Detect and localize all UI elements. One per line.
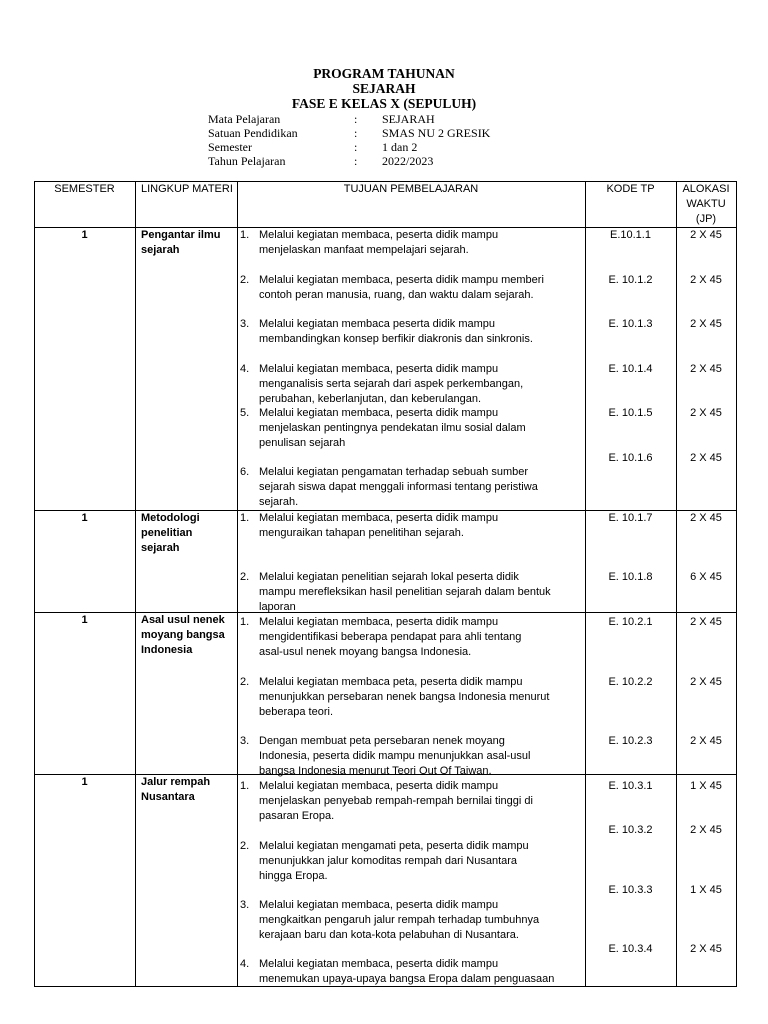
tujuan-text-line: Melalui kegiatan membaca peta, peserta didik mampu: [259, 676, 523, 688]
header-kode-tp: KODE TP: [606, 183, 655, 195]
tujuan-number: 5.: [240, 407, 250, 419]
cell-kode-tp: E. 10.1.8: [608, 571, 653, 583]
tujuan-text-line: Melalui kegiatan membaca, peserta didik mampu: [259, 958, 499, 970]
cell-kode-tp: E. 10.1.7: [608, 512, 653, 524]
tujuan-number: 1.: [240, 780, 250, 792]
tujuan-text-line: menganalisis serta sejarah dari aspek perkembangan,: [259, 378, 524, 390]
tujuan-number: 3.: [240, 318, 250, 330]
info-value: SEJARAH: [382, 112, 435, 126]
info-value: 1 dan 2: [382, 140, 418, 154]
tujuan-text-line: Melalui kegiatan penelitian sejarah lokal peserta didik: [259, 571, 519, 583]
tujuan-number: 1.: [240, 229, 250, 241]
tujuan-text-line: mampu merefleksikan hasil penelitian sejarah dalam bentuk: [259, 586, 551, 598]
info-colon: :: [354, 140, 358, 154]
tujuan-number: 3.: [240, 735, 250, 747]
tujuan-text-line: Melalui kegiatan membaca peserta didik mampu: [259, 318, 496, 330]
cell-alokasi-waktu: 2 X 45: [690, 512, 722, 524]
tujuan-text-line: Dengan membuat peta persebaran nenek moyang: [259, 735, 505, 747]
tujuan-text-line: sejarah.: [259, 496, 299, 508]
tujuan-number: 1.: [240, 616, 250, 628]
table-vertical-line: [237, 181, 238, 987]
cell-alokasi-waktu: 2 X 45: [690, 735, 722, 747]
tujuan-number: 4.: [240, 363, 250, 375]
cell-alokasi-waktu: 2 X 45: [690, 274, 722, 286]
cell-lingkup-materi: Pengantar ilmu: [141, 229, 221, 241]
tujuan-text-line: contoh peran manusia, ruang, dan waktu dalam sejarah.: [259, 289, 534, 301]
title-line-phase: FASE E KELAS X (SEPULUH): [291, 96, 477, 111]
title-line-subject: SEJARAH: [352, 81, 416, 96]
cell-alokasi-waktu: 2 X 45: [690, 407, 722, 419]
cell-kode-tp: E. 10.3.2: [608, 824, 653, 836]
info-label: Mata Pelajaran: [208, 112, 281, 126]
cell-alokasi-waktu: 1 X 45: [690, 780, 722, 792]
cell-alokasi-waktu: 2 X 45: [690, 452, 722, 464]
info-colon: :: [354, 112, 358, 126]
cell-lingkup-materi: Indonesia: [141, 644, 193, 656]
table-vertical-line: [676, 181, 677, 987]
tujuan-text-line: penulisan sejarah: [259, 437, 346, 449]
cell-lingkup-materi: sejarah: [141, 244, 180, 256]
header-lingkup-materi: LINGKUP MATERI: [141, 183, 233, 195]
tujuan-number: 2.: [240, 274, 250, 286]
header-alokasi-waktu: ALOKASI: [682, 183, 730, 195]
tujuan-number: 2.: [240, 676, 250, 688]
tujuan-text-line: menguraikan tahapan penelitihan sejarah.: [259, 527, 464, 539]
tujuan-text-line: beberapa teori.: [259, 706, 333, 718]
cell-semester: 1: [81, 512, 88, 524]
cell-alokasi-waktu: 2 X 45: [690, 616, 722, 628]
cell-alokasi-waktu: 2 X 45: [690, 318, 722, 330]
cell-semester: 1: [81, 229, 88, 241]
tujuan-text-line: mengkaitkan pengaruh jalur rempah terhadap tumbuhnya: [259, 914, 540, 926]
cell-lingkup-materi: Metodologi: [141, 512, 200, 524]
tujuan-text-line: Melalui kegiatan membaca, peserta didik mampu: [259, 899, 499, 911]
table-vertical-line: [736, 181, 737, 987]
cell-semester: 1: [81, 776, 88, 788]
table-vertical-line: [34, 181, 35, 987]
title-line-program: PROGRAM TAHUNAN: [313, 66, 455, 81]
tujuan-text-line: sejarah siswa dapat menggali informasi tentang peristiwa: [259, 481, 538, 493]
info-colon: :: [354, 154, 358, 168]
info-value: SMAS NU 2 GRESIK: [382, 126, 491, 140]
tujuan-text-line: menjelaskan manfaat mempelajari sejarah.: [259, 244, 469, 256]
tujuan-text-line: perubahan, keberlanjutan, dan keberulangan.: [259, 393, 482, 405]
tujuan-number: 3.: [240, 899, 250, 911]
header-alokasi-waktu: (JP): [695, 213, 717, 225]
header-semester: SEMESTER: [54, 183, 115, 195]
cell-alokasi-waktu: 2 X 45: [690, 676, 722, 688]
cell-kode-tp: E. 10.1.2: [608, 274, 653, 286]
info-label: Semester: [208, 140, 252, 154]
tujuan-number: 6.: [240, 466, 250, 478]
tujuan-text-line: kerajaan baru dan kota-kota pelabuhan di Nusantara.: [259, 929, 519, 941]
tujuan-text-line: Melalui kegiatan membaca, peserta didik mampu memberi: [259, 274, 544, 286]
cell-kode-tp: E. 10.1.4: [608, 363, 653, 375]
cell-kode-tp: E. 10.3.4: [608, 943, 653, 955]
cell-lingkup-materi: Nusantara: [141, 791, 195, 803]
tujuan-text-line: menemukan upaya-upaya bangsa Eropa dalam penguasaan: [259, 973, 555, 985]
cell-alokasi-waktu: 2 X 45: [690, 229, 722, 241]
tujuan-text-line: menunjukkan persebaran nenek bangsa Indonesia menurut: [259, 691, 550, 703]
info-value: 2022/2023: [382, 154, 434, 168]
tujuan-text-line: menjelaskan penyebab rempah-rempah bernilai tinggi di: [259, 795, 533, 807]
tujuan-text-line: Melalui kegiatan membaca, peserta didik mampu: [259, 616, 499, 628]
tujuan-text-line: menunjukkan jalur komoditas rempah dari Nusantara: [259, 855, 518, 867]
cell-lingkup-materi: Asal usul nenek: [141, 614, 225, 626]
info-colon: :: [354, 126, 358, 140]
info-label: Satuan Pendidikan: [208, 126, 298, 140]
tujuan-number: 2.: [240, 840, 250, 852]
info-label: Tahun Pelajaran: [208, 154, 286, 168]
tujuan-text-line: laporan: [259, 601, 296, 613]
tujuan-text-line: Melalui kegiatan mengamati peta, peserta didik mampu: [259, 840, 529, 852]
tujuan-number: 4.: [240, 958, 250, 970]
tujuan-text-line: Melalui kegiatan membaca, peserta didik mampu: [259, 407, 499, 419]
tujuan-text-line: mengidentifikasi beberapa pendapat para ahli tentang: [259, 631, 522, 643]
cell-kode-tp: E. 10.2.3: [608, 735, 653, 747]
cell-kode-tp: E. 10.1.6: [608, 452, 653, 464]
tujuan-text-line: asal-usul nenek moyang bangsa Indonesia.: [259, 646, 472, 658]
tujuan-text-line: Melalui kegiatan pengamatan terhadap sebuah sumber: [259, 466, 529, 478]
cell-kode-tp: E. 10.1.5: [608, 407, 653, 419]
cell-semester: 1: [81, 614, 88, 626]
tujuan-text-line: Melalui kegiatan membaca, peserta didik mampu: [259, 229, 499, 241]
cell-kode-tp: E. 10.3.1: [608, 780, 653, 792]
cell-kode-tp: E.10.1.1: [610, 229, 651, 241]
cell-alokasi-waktu: 1 X 45: [690, 884, 722, 896]
cell-lingkup-materi: sejarah: [141, 542, 180, 554]
tujuan-text-line: menjelaskan pentingnya pendekatan ilmu sosial dalam: [259, 422, 526, 434]
cell-kode-tp: E. 10.1.3: [608, 318, 653, 330]
tujuan-text-line: hingga Eropa.: [259, 870, 328, 882]
tujuan-number: 1.: [240, 512, 250, 524]
tujuan-text-line: Melalui kegiatan membaca, peserta didik mampu: [259, 780, 499, 792]
tujuan-text-line: pasaran Eropa.: [259, 810, 335, 822]
cell-alokasi-waktu: 2 X 45: [690, 363, 722, 375]
header-tujuan-pembelajaran: TUJUAN PEMBELAJARAN: [343, 183, 479, 195]
tujuan-number: 2.: [240, 571, 250, 583]
cell-kode-tp: E. 10.3.3: [608, 884, 653, 896]
tujuan-text-line: membandingkan konsep berfikir diakronis dan sinkronis.: [259, 333, 533, 345]
tujuan-text-line: Melalui kegiatan membaca, peserta didik mampu: [259, 512, 499, 524]
cell-alokasi-waktu: 2 X 45: [690, 943, 722, 955]
cell-alokasi-waktu: 6 X 45: [690, 571, 722, 583]
header-alokasi-waktu: WAKTU: [686, 198, 726, 210]
cell-lingkup-materi: moyang bangsa: [141, 629, 225, 641]
tujuan-text-line: Indonesia, peserta didik mampu menunjukkan asal-usul: [259, 750, 531, 762]
cell-kode-tp: E. 10.2.1: [608, 616, 653, 628]
cell-kode-tp: E. 10.2.2: [608, 676, 653, 688]
table-vertical-line: [135, 181, 136, 987]
cell-lingkup-materi: Jalur rempah: [141, 776, 211, 788]
tujuan-text-line: bangsa Indonesia menurut Teori Out Of Taiwan.: [259, 765, 492, 777]
cell-alokasi-waktu: 2 X 45: [690, 824, 722, 836]
cell-lingkup-materi: penelitian: [141, 527, 193, 539]
tujuan-text-line: Melalui kegiatan membaca, peserta didik mampu: [259, 363, 499, 375]
